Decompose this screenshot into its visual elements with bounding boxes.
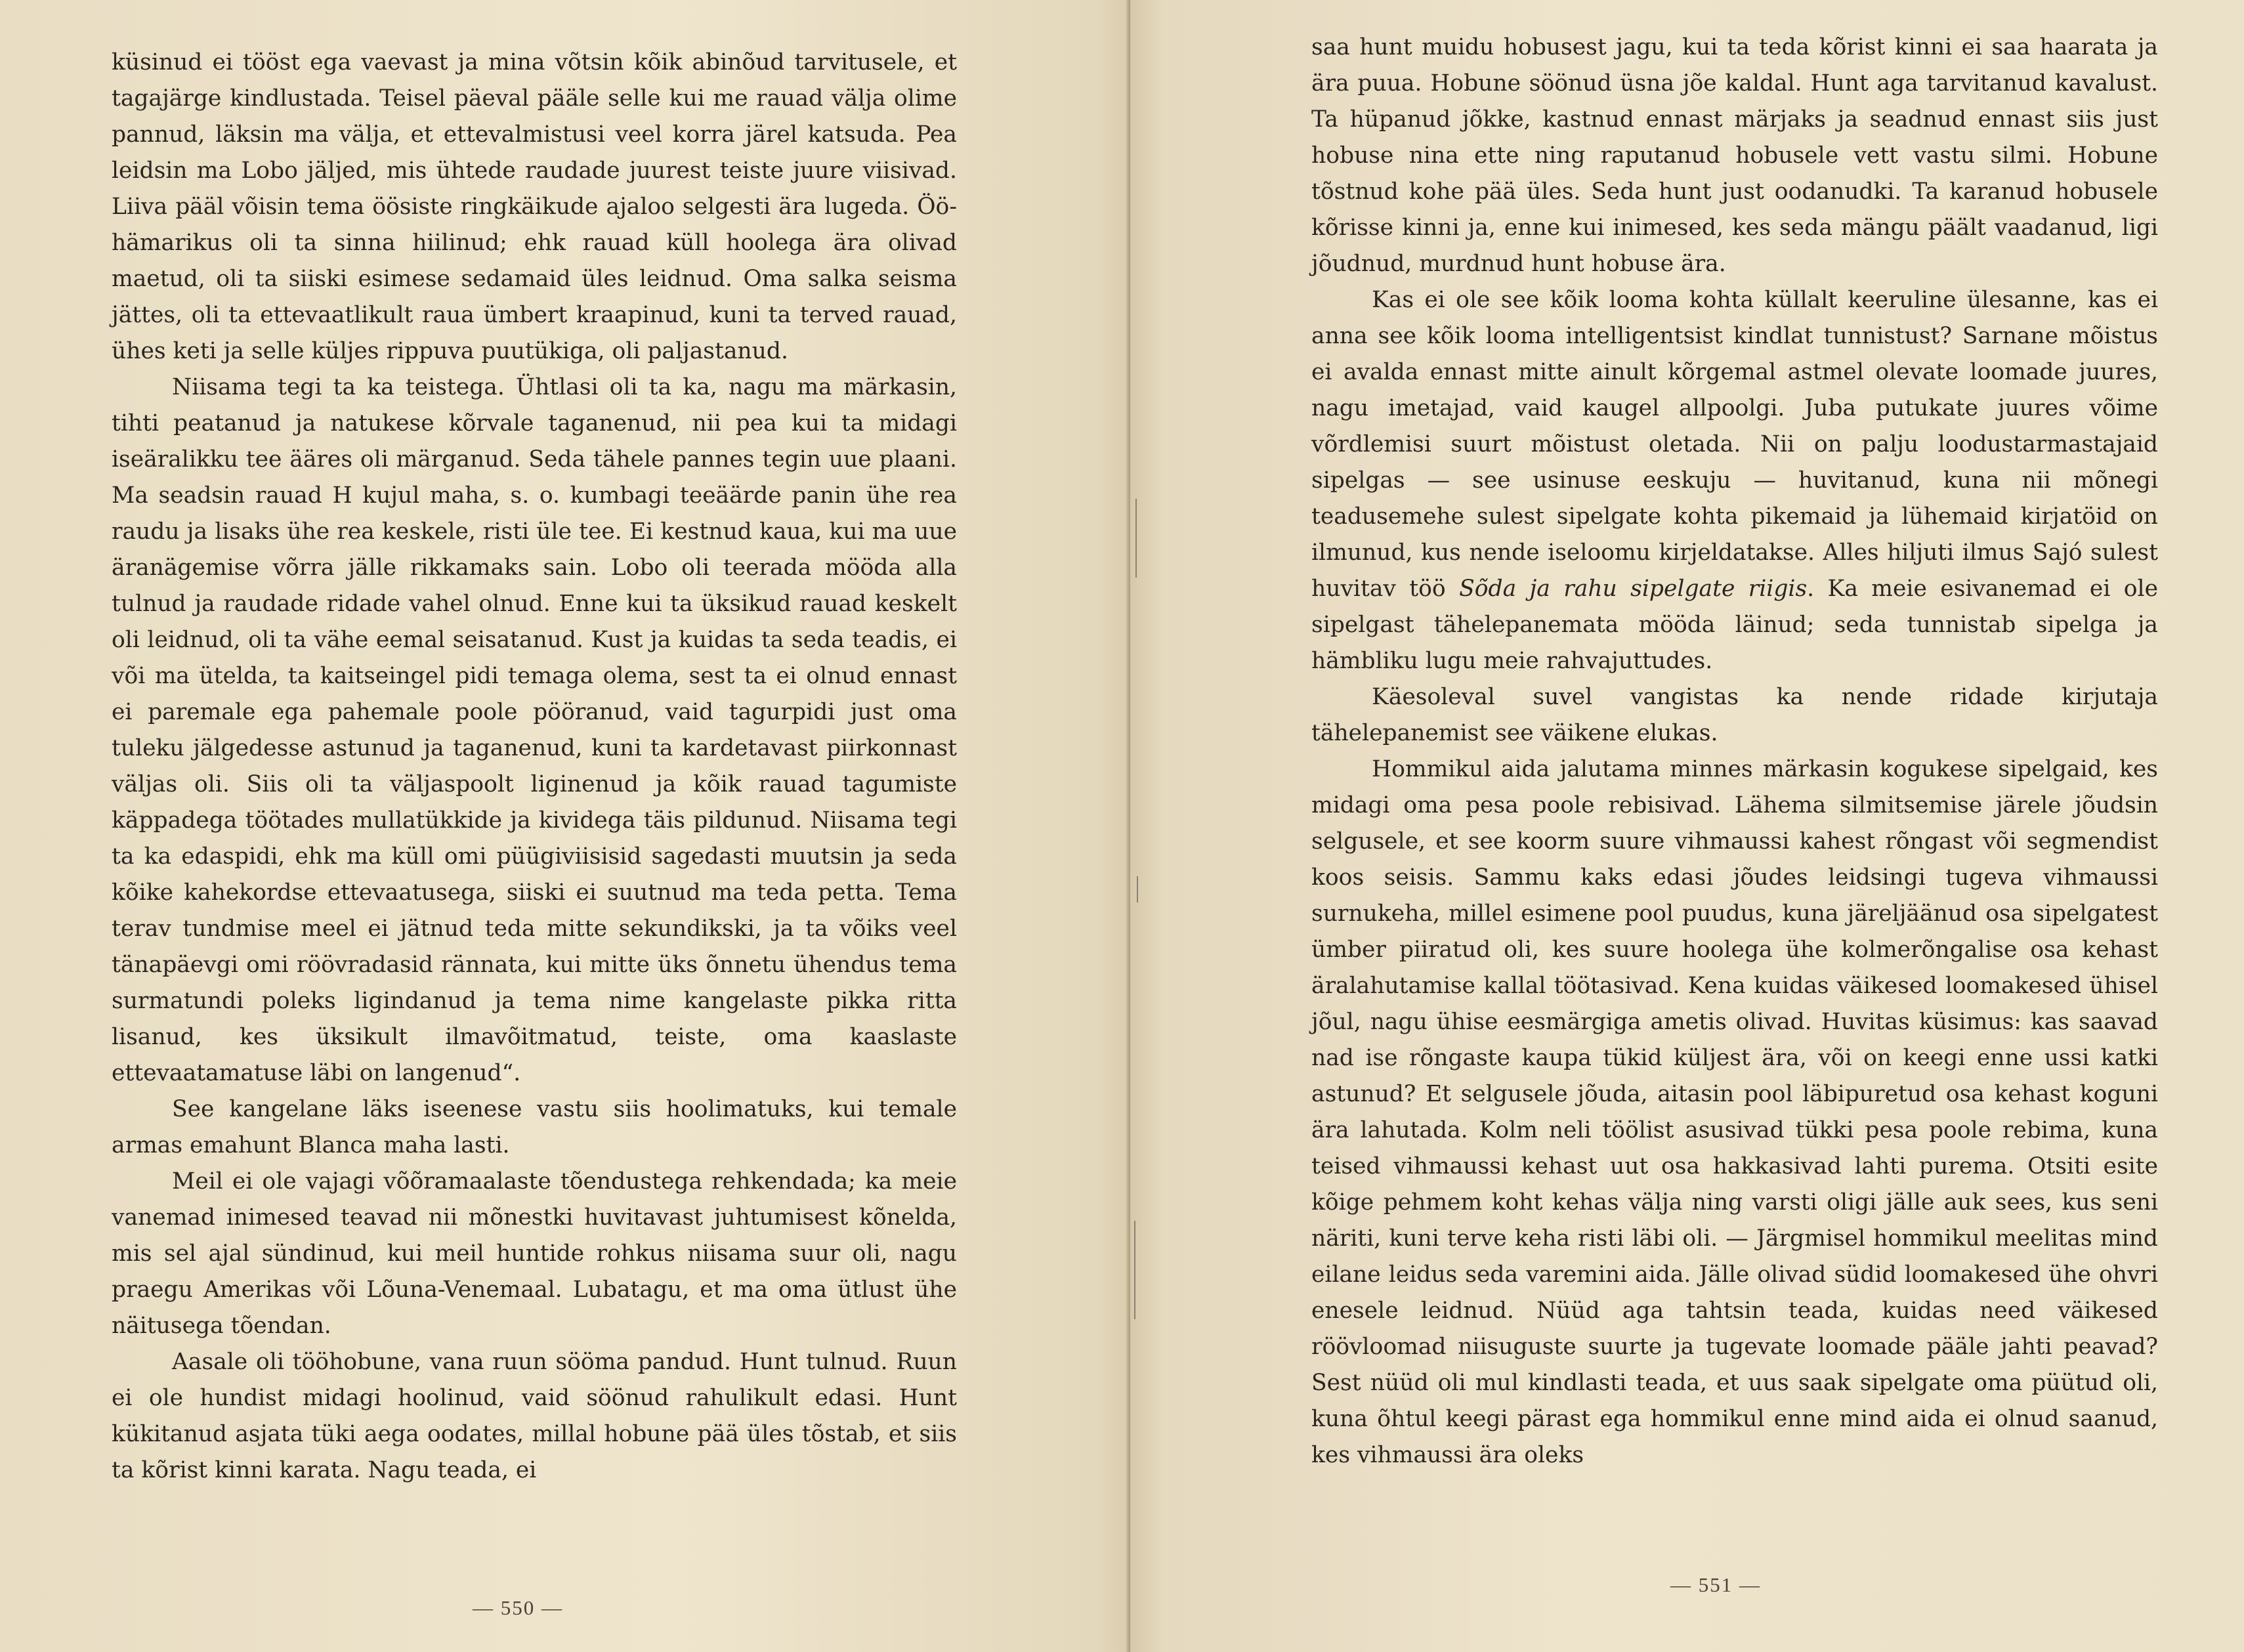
left-paragraph-4: Meil ei ole vajagi võõramaalaste tõendustega rehkendada; ka meie vanemad inimesed teavad nii mõnestki huvitavast juhtumisest kõnelda, mis sel ajal sündinud, kui meil huntide rohkus niisama suur oli, nagu praegu Amerikas või Lõuna-Venemaal. Lubatagu, et ma oma ütlust ühe näitusega tõendan. <box>112 1168 957 1339</box>
right-page-text <box>1311 30 2158 1473</box>
left-paragraph-1: küsinud ei tööst ega vaevast ja mina võtsin kõik abinõud tarvitusele, et tagajärge kindlustada. Teisel päeval pääle selle kui me rauad välja olime pannud, läksin ma välja, et ettevalmistusi veel korra järel katsuda. Pea leidsin ma Lobo jäljed, mis ühtede raudade juurest teiste juure viisivad. Liiva pääl võisin tema öösiste ringkäikude ajaloo selgesti ära lugeda. Öö-hämarikus oli ta sinna hiilinud; ehk rauad küll hoolega ära olivad maetud, oli ta siiski esimese sedamaid üles leidnud. Oma salka seisma jättes, oli ta ettevaatlikult raua ümbert kraapinud, kuni ta terved rauad, ühes keti ja selle küljes rippuva puutükiga, oli paljastanud. <box>112 49 957 364</box>
right-paragraph-3: Käesoleval suvel vangistas ka nende ridade kirjutaja tähelepanemist see väikene elukas. <box>1311 684 2158 746</box>
margin-mark <box>1134 1221 1135 1319</box>
left-page-text <box>112 45 957 1489</box>
right-paragraph-2-end: . Ka meie esivanemad ei ole sipelgast tähelepanemata mööda läinud; seda tunnistab sipelga ja hämbliku lugu meie rahvajuttudes. <box>1311 576 2158 674</box>
left-paragraph-2: Niisama tegi ta ka teistega. Ühtlasi oli ta ka, nagu ma märkasin, tihti peatanud ja natukese kõrvale taganenud, nii pea kui ta midagi iseäralikku tee ääres oli märganud. Seda tähele pannes tegin uue plaani. Ma seadsin rauad H kujul maha, s. o. kumbagi teeäärde panin ühe rea raudu ja lisaks ühe rea keskele, risti üle tee. Ei kestnud kaua, kui ma uue äranägemise võrra jälle rikkamaks sain. Lobo oli teerada mööda alla tulnud ja raudade ridade vahel olnud. Enne kui ta üksikud rauad keskelt oli leidnud, oli ta vähe eemal seisatanud. Kust ja kuidas ta seda teadis, ei või ma ütelda, ta kaitseingel pidi temaga olema, sest ta ei olnud ennast ei paremale ega pahemale poole pööranud, vaid tagurpidi just oma tuleku jälgedesse astunud ja taganenud, kuni ta kardetavast piirkonnast väljas oli. Siis oli ta väljaspoolt liginenud ja kõik rauad tagumiste käppadega töötades mullatükkide ja kividega täis pildunud. Niisama tegi ta ka edaspidi, ehk ma küll omi püügiviisisid sagedasti muutsin ja seda kõike kahekordse ettevaatusega, siiski ei suutnud ma teda petta. Tema terav tundmise meel ei jätnud teda mitte sekundikski, ja ta võiks veel tänapäevgi omi röövradasid rännata, kui mitte üks õnnetu ühendus tema surmatundi poleks ligindanud ja tema nime kangelaste pikka ritta lisanud, kes üksikult ilmavõitmatud, teiste, oma kaaslaste ettevaatamatuse läbi on langenud“. <box>112 374 957 1086</box>
left-paragraph-3: See kangelane läks iseenese vastu siis hoolimatuks, kui temale armas emahunt Blanca maha lasti. <box>112 1096 957 1158</box>
page-number-right: — 551 — <box>1670 1573 1761 1596</box>
left-paragraph-5: Aasale oli tööhobune, vana ruun sööma pandud. Hunt tulnud. Ruun ei ole hundist midagi hoolinud, vaid söönud rahulikult edasi. Hunt kükitanud asjata tüki aega oodates, millal hobune pää üles tõstab, et siis ta kõrist kinni karata. Nagu teada, ei <box>112 1349 957 1483</box>
right-paragraph-1: saa hunt muidu hobusest jagu, kui ta teda kõrist kinni ei saa haarata ja ära puua. Hobune söönud üsna jõe kaldal. Hunt aga tarvitanud kavalust. Ta hüpanud jõkke, kastnud ennast märjaks ja seadnud ennast siis just hobuse nina ette ning raputanud hobusele vett vastu silmi. Hobune tõstnud kohe pää üles. Seda hunt just oodanudki. Ta karanud hobusele kõrisse kinni ja, enne kui inimesed, kes seda mängu päält vaadanud, ligi jõudnud, murdnud hunt hobuse ära. <box>1311 34 2158 277</box>
margin-mark <box>1137 876 1138 902</box>
book-title-italic: Sõda ja rahu sipelgate riigis <box>1459 576 1808 602</box>
margin-mark <box>1135 499 1137 578</box>
right-paragraph-4: Hommikul aida jalutama minnes märkasin kogukese sipelgaid, kes midagi oma pesa poole rebisivad. Lähema silmitsemise järele jõudsin selgusele, et see koorm suure vihmaussi kahest rõngast või segmendist koos seisis. Sammu kaks edasi jõudes leidsingi tugeva vihmaussi surnukeha, millel esimene pool puudus, kuna järeljäänud osa sipelgatest ümber piiratud oli, kes suure hoolega ühe kolmerõngalise osa kehast äralahutamise kallal töötasivad. Kena kuidas väikesed loomakesed ühisel jõul, nagu ühise eesmärgiga ametis olivad. Huvitas küsimus: kas saavad nad ise rõngaste kaupa tükid küljest ära, või on keegi enne ussi katki astunud? Et selgusele jõuda, aitasin pool läbipuretud osa kehast koguni ära lahutada. Kolm neli töölist asusivad tükki pesa poole rebima, kuna teised vihmaussi kehast uut osa hakkasivad lahti purema. Otsiti esite kõige pehmem koht kehas välja ning varsti oligi jälle auk sees, kus seni näriti, kuni terve keha risti läbi oli. — Järgmisel hommikul meelitas mind eilane leidus seda varemini aida. Jälle olivad südid loomakesed ühe ohvri enesele leidnud. Nüüd aga tahtsin teada, kuidas need väikesed röövloomad niisuguste suurte ja tugevate loomade pääle jahti peavad? Sest nüüd oli mul kindlasti teada, et uus saak sipelgate oma püütud oli, kuna õhtul keegi pärast ega hommikul enne mind aida ei olnud saanud, kes vihmaussi ära oleks <box>1311 756 2158 1468</box>
page-number-left: — 550 — <box>473 1596 563 1619</box>
right-paragraph-2-text: Kas ei ole see kõik looma kohta küllalt keeruline ülesanne, kas ei anna see kõik looma intelligentsist kindlat tunnistust? Sarnane mõistus ei avalda ennast mitte ainult kõrgemal astmel olevate loomade juures, nagu imetajad, vaid kaugel allpoolgi. Juba putukate juures võime võrdlemisi suurt mõistust oletada. Nii on palju loodustarmastajaid sipelgas — see usinuse eeskuju — huvitanud, kuna nii mõnegi teadusemehe sulest sipelgate kohta pikemaid ja lühemaid kirjatöid on ilmunud, kus nende iseloomu kirjeldatakse. Alles hiljuti ilmus Sajó sulest huvitav töö <box>1311 287 2158 602</box>
right-paragraph-2 <box>1311 282 2158 679</box>
